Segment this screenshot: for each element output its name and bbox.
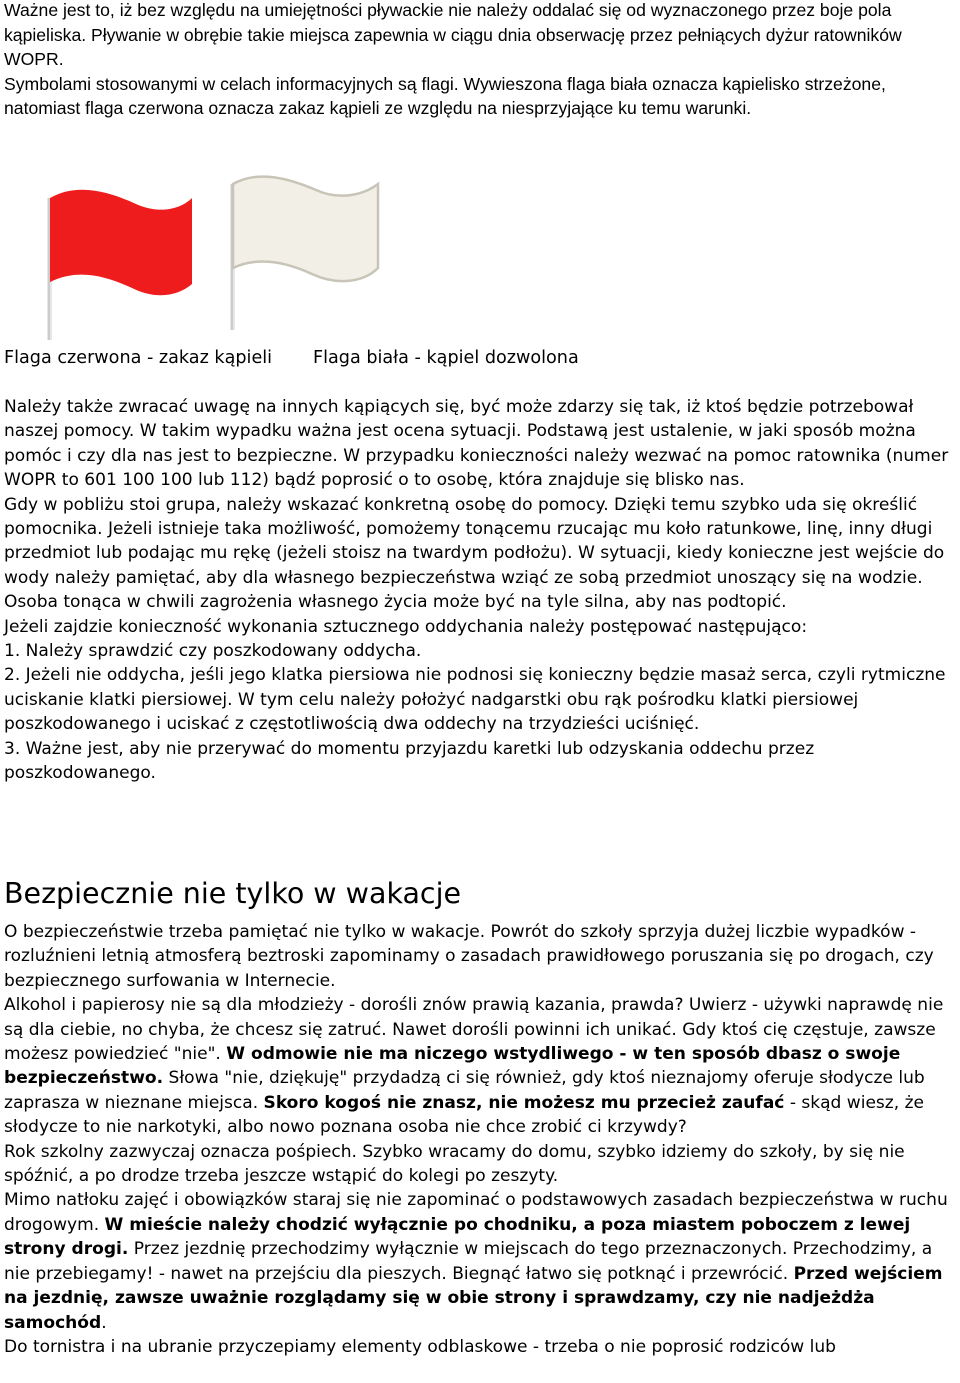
- safety-p2-bold-b: W odmowie nie ma niczego wstydliwego - w ten sposób dbasz o swoje bezpieczeństwo.: [4, 1044, 901, 1089]
- safety-p2-text-a: Alkohol i papierosy nie są dla młodzieży - dorośli znów prawią kazania, prawda? Uwierz - używki naprawdę nie są dla ciebie, no chyba, że chcesz się zatruć. Nawet dorośli powinni ich unikać. Gdy ktoś cię częstuje, zawsze możesz powiedzieć "nie".: [4, 995, 944, 1065]
- red-flag-caption: Flaga czerwona - zakaz kąpieli: [4, 348, 273, 368]
- safety-paragraph-1: O bezpieczeństwie trzeba pamiętać nie tylko w wakacje. Powrót do szkoły sprzyja dużej liczbie wypadków - rozluźnieni letnią atmosferą beztroski zapominamy o zasadach prawidłowego poruszania się po drogach, czy bezpiecznego surfowania w Internecie.: [4, 922, 934, 991]
- intro-paragraph-1: Ważne jest to, iż bez względu na umiejętności pływackie nie należy oddalać się od wyznaczonego przez boje pola kąpieliska. Pływanie w obrębie takie miejsca zapewnia w ciągu dnia obserwację przez pełniących dyżur ratowników WOPR.: [4, 0, 902, 69]
- help-section: [4, 395, 959, 786]
- help-paragraph-3: Jeżeli zajdzie konieczność wykonania sztucznego oddychania należy postępować następująco:: [4, 616, 808, 637]
- safety-p2-text-e: - skąd wiesz, że słodycze to nie narkotyki, albo nowo poznana osoba nie chce zrobić ci krzywdy?: [4, 1092, 924, 1138]
- safety-p4-text-a: Mimo natłoku zajęć i obowiązków staraj się nie zapominać o podstawowych zasadach bezpieczeństwa w ruchu drogowym.: [4, 1190, 948, 1235]
- safety-section: [4, 920, 959, 1359]
- safety-paragraph-4: [4, 1188, 959, 1334]
- intro-section: [4, 0, 956, 121]
- intro-paragraph-2: Symbolami stosowanymi w celach informacyjnych są flagi. Wywieszona flaga biała oznacza kąpielisko strzeżone, natomiast flaga czerwona oznacza zakaz kąpieli ze względu na niesprzyjające ku temu warunki.: [4, 73, 886, 118]
- safety-p4-text-c: Przez jezdnię przechodzimy wyłącznie w miejscach do tego przeznaczonych. Przechodzimy, a nie przebiegamy! - nawet na przejściu dla pieszych. Biegnąć łatwo się potknąć i przewrócić.: [4, 1239, 933, 1284]
- safety-paragraph-2: [4, 993, 959, 1139]
- safety-p4-bold-d: Przed wejściem na jezdnię, zawsze uważnie rozglądamy się w obie strony i sprawdzamy, czy nie nadjeżdża samochód: [4, 1263, 943, 1333]
- white-flag-caption: Flaga biała - kąpiel dozwolona: [313, 348, 579, 368]
- flags-illustration: [40, 168, 400, 340]
- safety-p4-bold-b: W mieście należy chodzić wyłącznie po chodniku, a poza miastem poboczem z lewej strony drogi.: [4, 1214, 911, 1260]
- help-step-3: 3. Ważne jest, aby nie przerywać do momentu przyjazdu karetki lub odzyskania oddechu przez poszkodowanego.: [4, 738, 815, 784]
- safety-p2-text-c: Słowa "nie, dziękuję" przydadzą ci się również, gdy ktoś nieznajomy oferuje słodycze lub zaprasza w nieznane miejsca.: [4, 1068, 925, 1113]
- safety-p4-text-e: .: [101, 1312, 107, 1333]
- help-step-1: 1. Należy sprawdzić czy poszkodowany oddycha.: [4, 641, 422, 662]
- safety-paragraph-5: Do tornistra i na ubranie przyczepiamy elementy odblaskowe - trzeba o nie poprosić rodziców lub: [4, 1336, 836, 1357]
- help-step-2: 2. Jeżeli nie oddycha, jeśli jego klatka piersiowa nie podnosi się konieczny będzie masaż serca, czyli rytmiczne uciskanie klatki piersiowej. W tym celu należy położyć nadgarstki obu rąk pośrodku klatki piersiowej poszkodowanego i uciskać z częstotliwością dwa oddechy na trzydzieści uciśnięć.: [4, 665, 946, 735]
- safety-paragraph-3: Rok szkolny zazwyczaj oznacza pośpiech. Szybko wracamy do domu, szybko idziemy do szkoły, by się nie spóźnić, a po drodze trzeba jeszcze wstąpić do kolegi po zeszyty.: [4, 1141, 905, 1187]
- white-flag-icon: [230, 177, 378, 330]
- red-flag-icon: [47, 190, 192, 340]
- help-paragraph-2: Gdy w pobliżu stoi grupa, należy wskazać konkretną osobę do pomocy. Dzięki temu szybko uda się określić pomocnika. Jeżeli istnieje taka możliwość, pomożemy tonącemu rzucając mu koło ratunkowe, linę, inny długi przedmiot lub podając mu rękę (jeżeli stoisz na twardym podłożu). W sytuacji, kiedy konieczne jest wejście do wody należy pamiętać, aby dla własnego bezpieczeństwa wziąć ze sobą przedmiot unoszący się na wodzie. Osoba tonąca w chwili zagrożenia własnego życia może być na tyle silna, aby nas podtopić.: [4, 494, 945, 613]
- section-title: Bezpiecznie nie tylko w wakacje: [4, 877, 462, 910]
- help-paragraph-1: Należy także zwracać uwagę na innych kąpiących się, być może zdarzy się tak, iż ktoś będzie potrzebował naszej pomocy. W takim wypadku ważna jest ocena sytuacji. Podstawą jest ustalenie, w jaki sposób można pomóc i czy dla nas jest to bezpieczne. W przypadku konieczności należy wezwać na pomoc ratownika (numer WOPR to 601 100 100 lub 112) bądź poprosić o to osobę, która znajduje się blisko nas.: [4, 397, 949, 491]
- safety-p2-bold-d: Skoro kogoś nie znasz, nie możesz mu przecież zaufać: [263, 1092, 785, 1113]
